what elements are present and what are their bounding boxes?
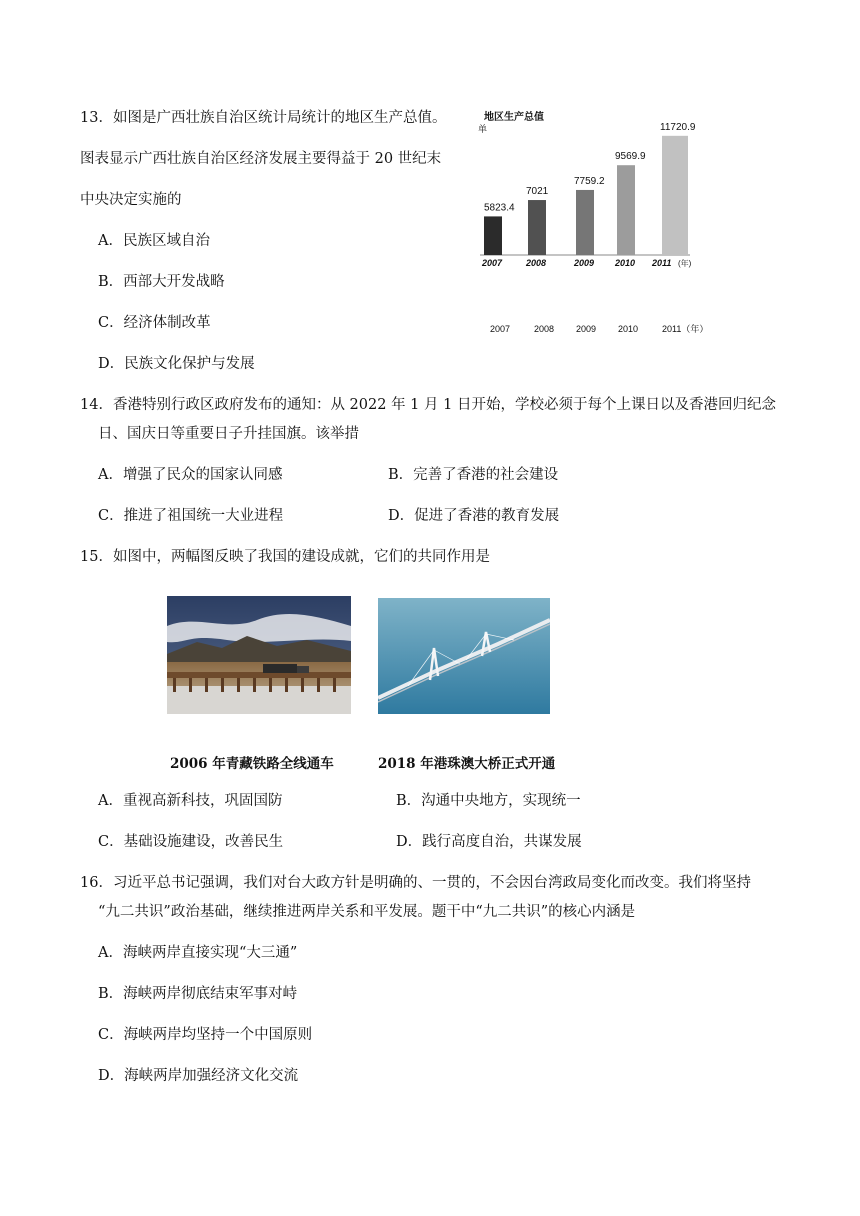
q13-option-c[interactable]: C．经济体制改革 (98, 315, 211, 331)
bar-value-label-2010: 9569.9 (615, 151, 646, 163)
q14-option-a[interactable]: A．增强了民众的国家认同感 (98, 467, 283, 483)
bottom-axis-label-0: 2007 (490, 324, 511, 334)
bar-2008 (528, 200, 546, 255)
hzmb-bridge-photo (378, 598, 550, 714)
q16-option-d[interactable]: D．海峡两岸加强经济文化交流 (98, 1068, 299, 1084)
x-tick-label-2008: 2008 (526, 258, 547, 268)
bar-value-label-2011: 11720.9 (660, 121, 696, 133)
q13-option-a[interactable]: A．民族区域自治 (98, 233, 210, 249)
railway-caption: 2006 年青藏铁路全线通车 (170, 756, 334, 772)
bar-value-label-2008: 7021 (526, 186, 549, 198)
q15-stem: 15．如图中，两幅图反映了我国的建设成就，它们的共同作用是 (80, 549, 490, 565)
q16-stem-line1: 16．习近平总书记强调，我们对台大政方针是明确的、一贯的，不会因台湾政局变化而改变。我们将坚持 (80, 875, 751, 891)
q15-option-d[interactable]: D．践行高度自治，共谋发展 (396, 834, 582, 850)
x-tick-label-2011: 2011 (652, 258, 672, 268)
bridge-caption: 2018 年港珠澳大桥正式开通 (378, 756, 556, 772)
bar-2007 (484, 216, 502, 255)
q13-option-b[interactable]: B．西部大开发战略 (98, 274, 225, 290)
x-tick-label-2010: 2010 (615, 258, 636, 268)
q15-option-b[interactable]: B．沟通中央地方，实现统一 (396, 793, 581, 809)
bar-2011 (662, 136, 688, 255)
bar-value-label-2007: 5823.4 (484, 202, 515, 214)
q13-option-d[interactable]: D．民族文化保护与发展 (98, 356, 255, 372)
q14-stem-line1: 14．香港特别行政区政府发布的通知：从 2022 年 1 月 1 日开始，学校必须于每个上课日以及香港回归纪念 (80, 397, 776, 413)
q16-stem-line2: “九二共识”政治基础，继续推进两岸关系和平发展。题干中“九二共识”的核心内涵是 (98, 904, 636, 920)
q14-option-d[interactable]: D．促进了香港的教育发展 (388, 508, 560, 524)
q15-option-c[interactable]: C．基础设施建设，改善民生 (98, 834, 284, 850)
q14-option-b[interactable]: B．完善了香港的社会建设 (388, 467, 559, 483)
bottom-axis-label-2: 2009 (576, 324, 597, 334)
chart-unit-label: 单 (478, 124, 488, 134)
bottom-axis-label-3: 2010 (618, 324, 639, 334)
q15-option-a[interactable]: A．重视高新科技，巩固国防 (98, 793, 283, 809)
bar-value-label-2009: 7759.2 (574, 175, 605, 187)
year-suffix: (年) (678, 259, 692, 268)
bar-2010 (617, 165, 635, 255)
bar-2009 (576, 190, 594, 255)
q13-stem-line2: 图表显示广西壮族自治区经济发展主要得益于 20 世纪末 (80, 151, 442, 167)
q14-option-c[interactable]: C．推进了祖国统一大业进程 (98, 508, 284, 524)
q14-stem-line2: 日、国庆日等重要日子升挂国旗。该举措 (98, 426, 359, 442)
x-tick-label-2009: 2009 (574, 258, 595, 268)
q16-option-b[interactable]: B．海峡两岸彻底结束军事对峙 (98, 986, 298, 1002)
x-tick-label-2007: 2007 (482, 258, 503, 268)
bottom-axis-label-4: 2011（年） (662, 324, 709, 334)
q13-stem-line3: 中央决定实施的 (80, 192, 182, 208)
q16-option-a[interactable]: A．海峡两岸直接实现“大三通” (98, 945, 298, 961)
q16-option-c[interactable]: C．海峡两岸均坚持一个中国原则 (98, 1027, 313, 1043)
qinghai-tibet-railway-photo (167, 596, 351, 714)
gdp-bar-chart (478, 102, 718, 342)
chart-title: 地区生产总值 (484, 112, 544, 123)
q13-stem-line1: 13．如图是广西壮族自治区统计局统计的地区生产总值。 (80, 110, 447, 126)
bottom-axis-label-1: 2008 (534, 324, 555, 334)
